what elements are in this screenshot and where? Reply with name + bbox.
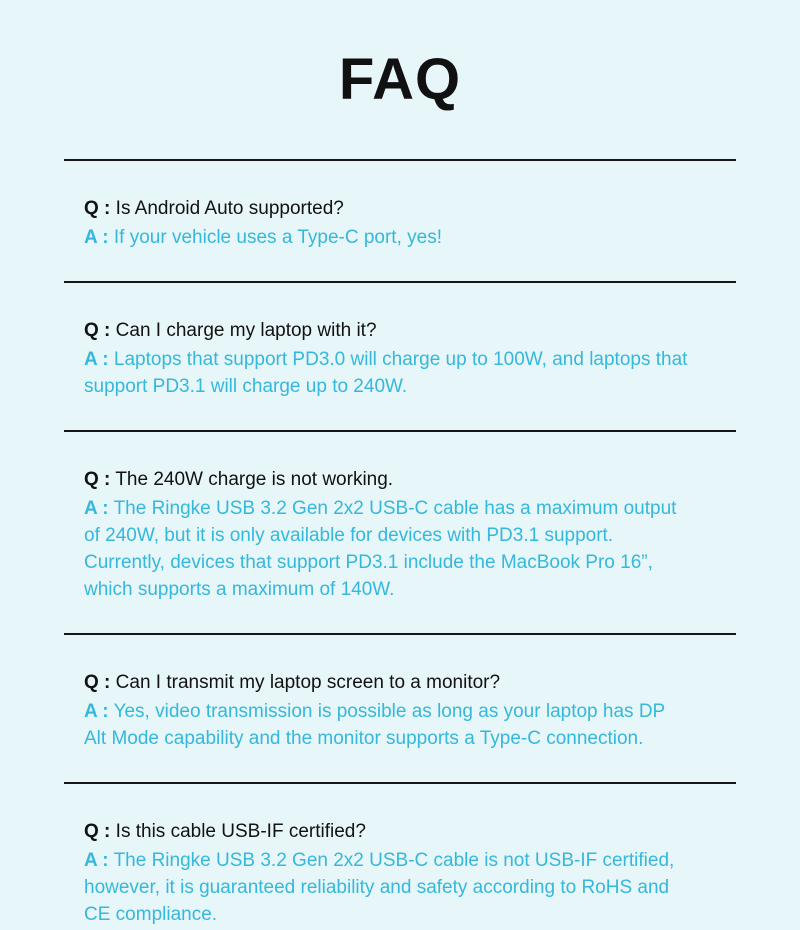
answer-label: A :: [84, 227, 109, 248]
faq-item: [64, 635, 736, 784]
faq-item: [64, 161, 736, 283]
question-text: Can I transmit my laptop screen to a monitor?: [115, 672, 501, 693]
question-label: Q :: [84, 672, 111, 693]
question-text: Can I charge my laptop with it?: [115, 320, 377, 341]
faq-question: [84, 818, 690, 845]
answer-text: Laptops that support PD3.0 will charge up to 100W, and laptops that support PD3.1 will charge up to 240W.: [84, 349, 688, 397]
answer-text: The Ringke USB 3.2 Gen 2x2 USB-C cable is not USB-IF certified, however, it is guaranteed reliability and safety according to RoHS and CE compliance.: [84, 850, 675, 925]
faq-item: [64, 283, 736, 432]
faq-item-content: [64, 161, 736, 281]
faq-item: [64, 784, 736, 930]
faq-question: [84, 317, 690, 344]
faq-answer: [84, 698, 690, 752]
question-text: The 240W charge is not working.: [115, 469, 394, 490]
faq-answer: [84, 495, 690, 603]
question-label: Q :: [84, 469, 111, 490]
faq-item-content: [64, 784, 736, 930]
faq-item-content: [64, 283, 736, 430]
question-text: Is Android Auto supported?: [115, 198, 344, 219]
faq-answer: [84, 346, 690, 400]
question-label: Q :: [84, 821, 111, 842]
faq-answer: [84, 224, 690, 251]
faq-section: [64, 159, 736, 930]
answer-text: Yes, video transmission is possible as long as your laptop has DP Alt Mode capability and the monitor supports a Type-C connection.: [84, 701, 665, 749]
faq-item-content: [64, 635, 736, 782]
answer-label: A :: [84, 498, 109, 519]
faq-list: [64, 161, 736, 930]
answer-label: A :: [84, 701, 109, 722]
question-label: Q :: [84, 198, 111, 219]
faq-question: [84, 669, 690, 696]
faq-question: [84, 195, 690, 222]
faq-question: [84, 466, 690, 493]
faq-item-content: [64, 432, 736, 633]
answer-label: A :: [84, 349, 109, 370]
question-text: Is this cable USB-IF certified?: [115, 821, 366, 842]
answer-text: If your vehicle uses a Type-C port, yes!: [113, 227, 442, 248]
question-label: Q :: [84, 320, 111, 341]
faq-item: [64, 432, 736, 635]
page-title: FAQ: [338, 47, 462, 112]
answer-label: A :: [84, 850, 109, 871]
answer-text: The Ringke USB 3.2 Gen 2x2 USB-C cable has a maximum output of 240W, but it is only available for devices with PD3.1 support. Currently, devices that support PD3.1 include the MacBook Pro 16”, which supports a maximum of 140W.: [84, 498, 677, 600]
faq-answer: [84, 847, 690, 928]
